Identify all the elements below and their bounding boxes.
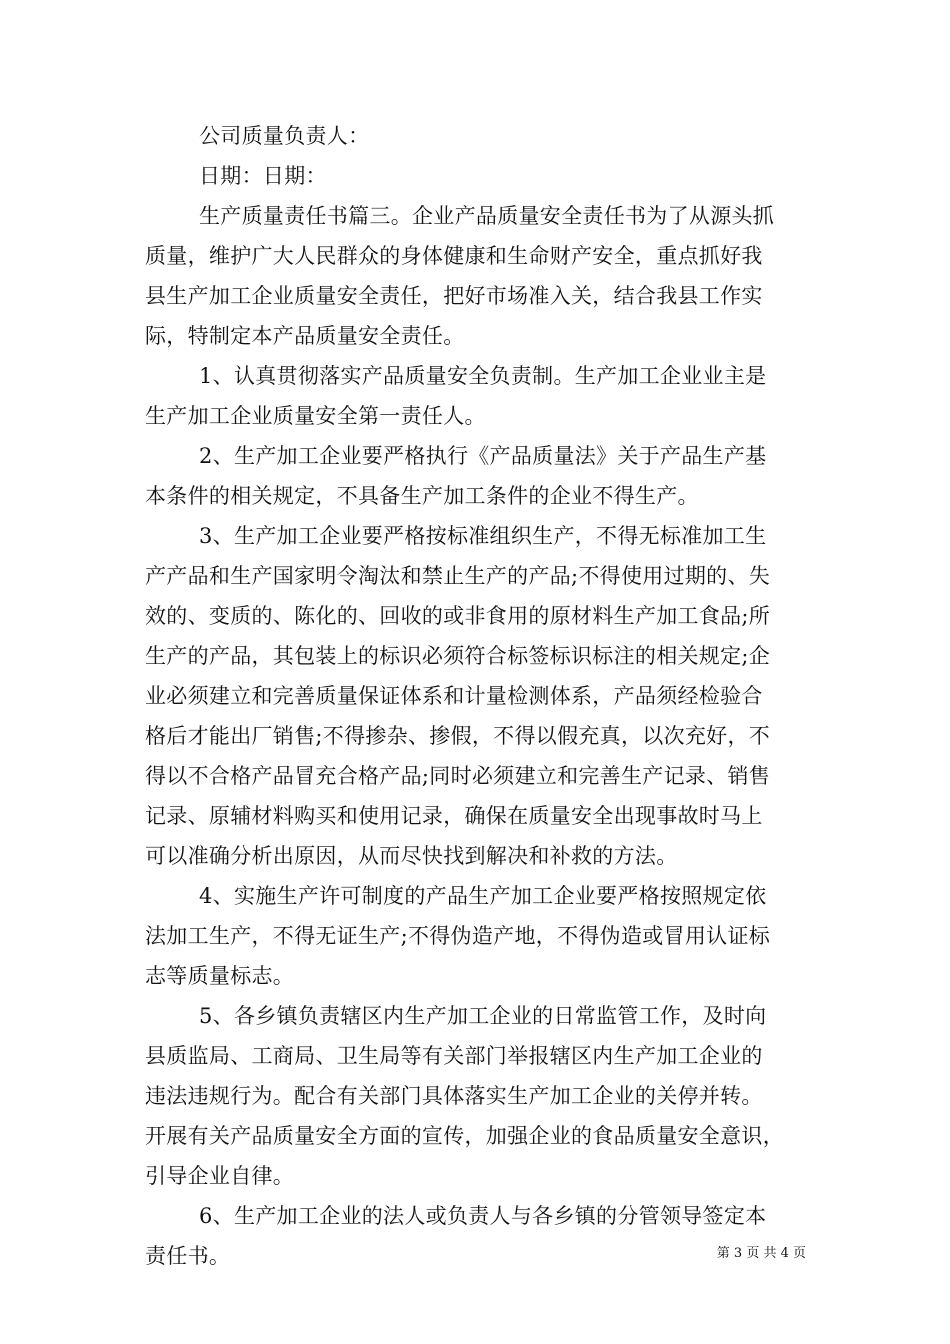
- text-line: 生产加工企业质量安全第一责任人。: [145, 404, 486, 428]
- text-line: 县质监局、工商局、卫生局等有关部门举报辖区内生产加工企业的: [145, 1044, 763, 1068]
- text-line: 1、认真贯彻落实产品质量安全负责制。生产加工企业业主是: [199, 364, 767, 388]
- text-line: 法加工生产，不得无证生产;不得伪造产地，不得伪造或冒用认证标: [145, 924, 771, 948]
- text-line: 业必须建立和完善质量保证体系和计量检测体系，产品须经检验合: [145, 684, 763, 708]
- text-line: 效的、变质的、陈化的、回收的或非食用的原材料生产加工食品;所: [145, 604, 771, 628]
- text-line: 违法违规行为。配合有关部门具体落实生产加工企业的关停并转。: [145, 1084, 763, 1108]
- text-line: 3、生产加工企业要严格按标准组织生产，不得无标准加工生: [199, 524, 767, 548]
- text-line: 6、生产加工企业的法人或负责人与各乡镇的分管领导签定本: [199, 1204, 767, 1228]
- text-line: 生产的产品，其包装上的标识必须符合标签标识标注的相关规定;企: [145, 644, 771, 668]
- text-line: 产产品和生产国家明令淘汰和禁止生产的产品;不得使用过期的、失: [145, 564, 771, 588]
- text-line: 日期：日期：: [199, 164, 327, 188]
- text-line: 县生产加工企业质量安全责任，把好市场准入关，结合我县工作实: [145, 284, 763, 308]
- page-number-footer: 第 3 页 共 4 页: [716, 1246, 806, 1261]
- text-line: 引导企业自律。: [145, 1164, 295, 1188]
- text-line: 生产质量责任书篇三。企业产品质量安全责任书为了从源头抓: [199, 204, 775, 228]
- text-line: 志等质量标志。: [145, 964, 295, 988]
- text-line: 质量，维护广大人民群众的身体健康和生命财产安全，重点抓好我: [145, 244, 763, 268]
- text-line: 公司质量负责人：: [199, 124, 370, 148]
- text-line: 责任书。: [145, 1244, 231, 1268]
- text-line: 5、各乡镇负责辖区内生产加工企业的日常监管工作，及时向: [199, 1004, 767, 1028]
- text-line: 本条件的相关规定，不具备生产加工条件的企业不得生产。: [145, 484, 699, 508]
- text-line: 得以不合格产品冒充合格产品;同时必须建立和完善生产记录、销售: [145, 764, 771, 788]
- text-line: 2、生产加工企业要严格执行《产品质量法》关于产品生产基: [199, 444, 767, 468]
- text-line: 际，特制定本产品质量安全责任。: [145, 324, 465, 348]
- text-line: 记录、原辅材料购买和使用记录，确保在质量安全出现事故时马上: [145, 804, 763, 828]
- text-line: 格后才能出厂销售;不得掺杂、掺假，不得以假充真，以次充好，不: [145, 724, 771, 748]
- document-body: [145, 116, 815, 1276]
- text-line: 可以准确分析出原因，从而尽快找到解决和补救的方法。: [145, 844, 678, 868]
- text-line: 开展有关产品质量安全方面的宣传，加强企业的食品质量安全意识，: [145, 1124, 784, 1148]
- text-line: 4、实施生产许可制度的产品生产加工企业要严格按照规定依: [199, 884, 767, 908]
